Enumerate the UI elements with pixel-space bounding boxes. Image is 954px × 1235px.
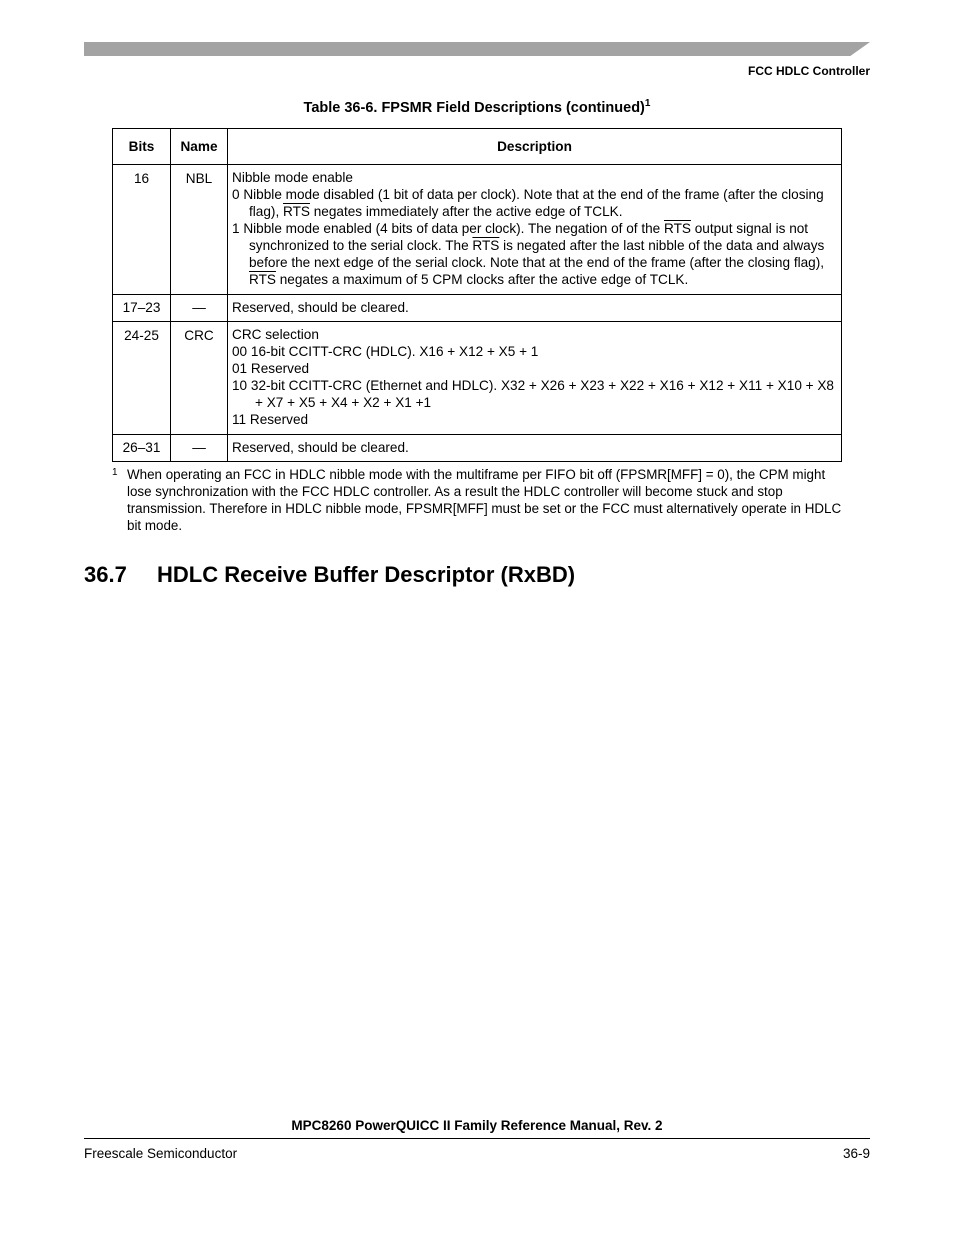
footer-publisher: Freescale Semiconductor [84, 1146, 238, 1161]
field-descriptions-table [112, 128, 842, 462]
table-footnote [112, 466, 842, 534]
desc-line [232, 186, 837, 220]
desc-line: 00 16-bit CCITT-CRC (HDLC). X16 + X12 + X5 + 1 [232, 344, 539, 359]
footnote-text: When operating an FCC in HDLC nibble mode with the multiframe per FIFO bit off (FPSMR[MFF] = 0), the CPM might lose synchronization with the FCC HDLC controller. As a result the HDLC controller will become stuck and stop transmission. Therefore in HDLC nibble mode, FPSMR[MFF] must be set or the FCC must alternatively operate in HDLC bit mode. [127, 467, 842, 533]
footer-title: MPC8260 PowerQUICC II Family Reference Manual, Rev. 2 [291, 1118, 663, 1133]
desc-line: 11 Reserved [232, 412, 309, 427]
footer-divider [84, 1138, 870, 1139]
cell-description [228, 322, 842, 435]
signal-rts: $\overline{RTS}$ [283, 204, 310, 219]
cell-description [228, 165, 842, 295]
cell-description: Reserved, should be cleared. [228, 295, 842, 322]
header-bar [84, 42, 870, 56]
column-header-bits: Bits [113, 129, 171, 165]
desc-text: 1 Nibble mode enabled (4 bits of data per clock). The negation of of the [232, 221, 664, 236]
table-row [113, 322, 842, 435]
cell-bits: 17–23 [113, 295, 171, 322]
page-number: 36-9 [842, 1146, 870, 1161]
desc-line: 10 32-bit CCITT-CRC (Ethernet and HDLC). X32 + X26 + X23 + X22 + X16 + X12 + X11 + X10 + X8 + X7 + X5 + X4 + X2 + X1 +1 [232, 378, 834, 410]
desc-line: 01 Reserved [232, 361, 310, 376]
cell-name: NBL [171, 165, 228, 295]
cell-name: CRC [171, 322, 228, 435]
desc-text: output signal is not synchronized to the serial clock. The [249, 221, 809, 253]
desc-line [232, 220, 837, 288]
desc-text: negates immediately after the active edge of TCLK. [309, 204, 623, 219]
caption-footnote-mark: 1 [644, 98, 651, 109]
signal-rts: $\overline{RTS}$ [472, 238, 500, 253]
desc-text: 0 Nibble mode disabled (1 bit of data per clock). Note that at the end of the frame (after the closing flag), [232, 187, 824, 219]
signal-rts: $\overline{RTS}$ [249, 272, 276, 287]
table-header-row [113, 129, 842, 165]
table-caption [0, 98, 954, 116]
section-heading [84, 562, 575, 588]
desc-text: is negated after the last nibble of the data and always before the next edge of the serial clock. Note that at the end of the frame (after the closing flag), [249, 238, 825, 270]
section-title: HDLC Receive Buffer Descriptor (RxBD) [157, 562, 576, 587]
table-row [113, 295, 842, 322]
column-header-description: Description [228, 129, 842, 165]
table-row [113, 435, 842, 462]
running-head: FCC HDLC Controller [748, 64, 870, 78]
cell-bits: 26–31 [113, 435, 171, 462]
cell-name: — [171, 435, 228, 462]
column-header-name: Name [171, 129, 228, 165]
desc-text: negates a maximum of 5 CPM clocks after the active edge of TCLK. [275, 272, 689, 287]
cell-description: Reserved, should be cleared. [228, 435, 842, 462]
cell-bits: 16 [113, 165, 171, 295]
desc-line: Nibble mode enable [232, 170, 353, 185]
cell-bits: 24-25 [113, 322, 171, 435]
section-number: 36.7 [84, 562, 127, 587]
footnote-mark: 1 [112, 467, 118, 478]
table-caption-text: Table 36-6. FPSMR Field Descriptions (continued) [303, 99, 645, 116]
cell-name: — [171, 295, 228, 322]
desc-line: CRC selection [232, 327, 319, 342]
signal-rts: $\overline{RTS}$ [664, 221, 691, 236]
table-row [113, 165, 842, 295]
